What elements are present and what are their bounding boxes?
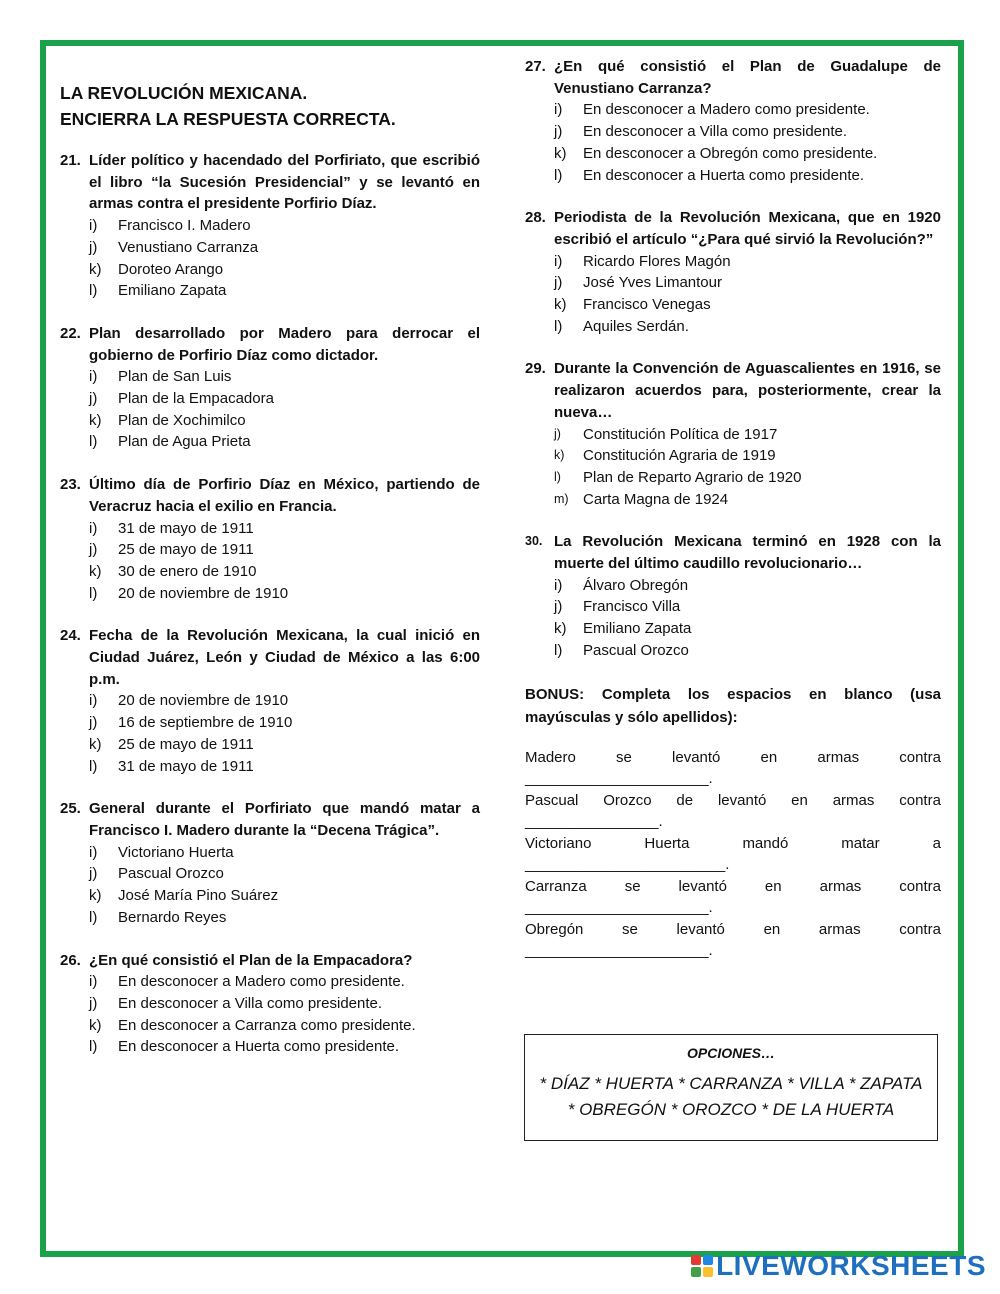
bonus-word: Carranza xyxy=(525,877,587,895)
answer-option[interactable] xyxy=(60,1015,480,1037)
option-letter: k) xyxy=(554,296,567,314)
option-text: 16 de septiembre de 1910 xyxy=(118,714,293,732)
question-stem xyxy=(60,474,480,517)
option-text: En desconocer a Madero como presidente. xyxy=(118,973,405,991)
question xyxy=(525,531,941,661)
option-text: Plan de Xochimilco xyxy=(118,411,246,429)
option-letter: l) xyxy=(89,908,98,926)
option-letter: i) xyxy=(89,692,98,710)
option-letter: k) xyxy=(554,620,567,638)
option-text: Carta Magna de 1924 xyxy=(583,490,729,508)
bonus-item xyxy=(525,876,941,919)
bonus-blank-field[interactable]: ______________________. xyxy=(525,942,713,960)
option-text: Álvaro Obregón xyxy=(583,576,689,594)
answer-option[interactable] xyxy=(525,251,941,273)
question-text: ¿En qué consistió el Plan de Guadalupe de Venustiano Carranza? xyxy=(554,58,941,97)
answer-option[interactable] xyxy=(60,690,480,712)
bonus-word: levantó xyxy=(676,920,725,938)
logo-square xyxy=(703,1267,713,1277)
bonus-blank-field[interactable]: ______________________. xyxy=(525,770,713,788)
bonus-word: matar xyxy=(841,834,880,852)
option-text: En desconocer a Obregón como presidente. xyxy=(583,144,878,162)
option-letter: j) xyxy=(89,541,98,559)
option-text: Plan de la Empacadora xyxy=(118,390,274,408)
title-line-1: LA REVOLUCIÓN MEXICANA. xyxy=(60,83,308,103)
left-column xyxy=(60,80,480,1079)
answer-option[interactable] xyxy=(60,215,480,237)
right-column xyxy=(525,56,941,962)
option-letter: k) xyxy=(89,411,102,429)
question-stem xyxy=(60,150,480,215)
option-letter: j) xyxy=(554,274,563,292)
answer-option[interactable] xyxy=(525,165,941,187)
bonus-word: en xyxy=(764,877,782,895)
answer-option[interactable] xyxy=(60,993,480,1015)
option-letter: l) xyxy=(89,1038,98,1056)
answer-option[interactable] xyxy=(60,410,480,432)
logo-square xyxy=(691,1255,701,1265)
bonus-item xyxy=(525,919,941,962)
bonus-word: en xyxy=(760,748,778,766)
answer-option[interactable] xyxy=(60,1036,480,1058)
answer-option[interactable] xyxy=(525,445,941,467)
bonus-item xyxy=(525,833,941,876)
option-letter: i) xyxy=(89,843,98,861)
logo-square xyxy=(703,1255,713,1265)
option-text: José Yves Limantour xyxy=(583,274,722,292)
option-letter: l) xyxy=(554,469,561,484)
answer-option[interactable] xyxy=(525,640,941,662)
answer-option[interactable] xyxy=(525,99,941,121)
option-text: En desconocer a Huerta como presidente. xyxy=(583,166,864,184)
option-text: En desconocer a Carranza como presidente. xyxy=(118,1016,416,1034)
question-text: Líder político y hacendado del Porfiriato, que escribió el libro “la Sucesión Presidencial” y se levantó en armas contra el presidente Porfirio Díaz. xyxy=(89,152,480,213)
option-text: Francisco I. Madero xyxy=(118,217,251,235)
bonus-word: levantó xyxy=(717,791,767,809)
answer-option[interactable] xyxy=(525,272,941,294)
option-letter: l) xyxy=(89,584,98,602)
question xyxy=(60,150,480,302)
option-letter: l) xyxy=(554,641,563,659)
option-text: 25 de mayo de 1911 xyxy=(118,735,254,753)
question-stem xyxy=(525,531,941,574)
option-letter: l) xyxy=(554,166,563,184)
option-text: Emiliano Zapata xyxy=(583,620,692,638)
bonus-item xyxy=(525,747,941,790)
question-text: ¿En qué consistió el Plan de la Empacadora? xyxy=(89,951,413,969)
answer-option[interactable] xyxy=(60,734,480,756)
question-number: 26. xyxy=(60,951,81,969)
answer-option[interactable] xyxy=(525,467,941,489)
option-text: 20 de noviembre de 1910 xyxy=(118,584,289,602)
option-text: Plan de Agua Prieta xyxy=(118,433,251,451)
bonus-heading: BONUS: Completa los espacios en blanco (usa mayúsculas y sólo apellidos): xyxy=(525,685,941,726)
questions-right xyxy=(525,56,941,662)
question-number: 29. xyxy=(525,360,546,378)
option-letter: k) xyxy=(89,1016,102,1034)
question-text: General durante el Porfiriato que mandó matar a Francisco I. Madero durante la “Decena Trágica”. xyxy=(89,800,480,839)
option-text: En desconocer a Huerta como presidente. xyxy=(118,1038,399,1056)
logo-icon xyxy=(691,1255,713,1277)
option-text: Doroteo Arango xyxy=(118,260,224,278)
bonus-word: se xyxy=(622,920,638,938)
option-text: En desconocer a Madero como presidente. xyxy=(583,101,870,119)
answer-option[interactable] xyxy=(60,907,480,929)
answer-option[interactable] xyxy=(525,143,941,165)
option-letter: j) xyxy=(554,123,563,141)
bonus-word: armas xyxy=(817,748,860,766)
question xyxy=(525,56,941,186)
option-text: Francisco Villa xyxy=(583,598,681,616)
question-text: Último día de Porfirio Díaz en México, partiendo de Veracruz hacia el exilio en Francia. xyxy=(89,476,480,515)
question-number: 24. xyxy=(60,627,81,645)
option-letter: k) xyxy=(554,448,565,463)
option-text: Francisco Venegas xyxy=(583,296,711,314)
question-text: La Revolución Mexicana terminó en 1928 con la muerte del último caudillo revolucionario… xyxy=(554,533,941,573)
answer-option[interactable] xyxy=(60,583,480,605)
option-text: Constitución Política de 1917 xyxy=(583,425,778,443)
option-letter: k) xyxy=(89,735,102,753)
bonus-blank-field[interactable]: ________________________. xyxy=(525,856,730,874)
answer-option[interactable] xyxy=(525,121,941,143)
questions-left xyxy=(60,150,480,1058)
bonus-word: Obregón xyxy=(525,920,584,938)
option-text: 25 de mayo de 1911 xyxy=(118,541,254,559)
option-letter: j) xyxy=(89,994,98,1012)
bonus-word: en xyxy=(763,920,781,938)
question xyxy=(60,474,480,604)
question-stem xyxy=(525,207,941,250)
bonus-word: mandó xyxy=(742,834,789,852)
answer-option[interactable] xyxy=(60,259,480,281)
question-text: Periodista de la Revolución Mexicana, que en 1920 escribió el artículo “¿Para qué sirvió la Revolución?” xyxy=(554,209,941,248)
bonus-word: levantó xyxy=(672,748,721,766)
bonus-word: Huerta xyxy=(644,834,690,852)
question-text: Plan desarrollado por Madero para derrocar el gobierno de Porfirio Díaz como dictador. xyxy=(89,324,480,364)
answer-option[interactable] xyxy=(60,237,480,259)
question xyxy=(525,358,941,510)
option-letter: i) xyxy=(554,576,563,594)
question-stem xyxy=(60,625,480,690)
options-list xyxy=(525,1071,937,1123)
bonus-blank-field[interactable]: ______________________. xyxy=(525,899,713,917)
bonus-word: armas xyxy=(819,877,862,895)
option-letter: k) xyxy=(554,144,567,162)
option-letter: l) xyxy=(554,317,563,335)
option-letter: k) xyxy=(89,260,102,278)
answer-option[interactable] xyxy=(60,885,480,907)
option-letter: j) xyxy=(89,390,98,408)
option-letter: k) xyxy=(89,887,102,905)
question-number: 30. xyxy=(525,534,543,549)
title-line-2: ENCIERRA LA RESPUESTA CORRECTA. xyxy=(60,109,396,129)
option-letter: j) xyxy=(554,426,561,441)
option-text: José María Pino Suárez xyxy=(118,887,279,905)
answer-option[interactable] xyxy=(60,842,480,864)
question-number: 23. xyxy=(60,476,81,494)
worksheet-title xyxy=(60,80,480,132)
options-box xyxy=(524,1034,938,1141)
bonus-blank-field[interactable]: ________________. xyxy=(525,813,663,831)
option-letter: j) xyxy=(554,598,563,616)
option-letter: j) xyxy=(89,238,98,256)
question-text: Durante la Convención de Aguascalientes en 1916, se realizaron acuerdos para, posteriormente, crear la nueva… xyxy=(554,360,941,421)
question xyxy=(60,950,480,1059)
option-letter: i) xyxy=(89,519,98,537)
answer-option[interactable] xyxy=(60,388,480,410)
question xyxy=(60,323,480,453)
bonus-sentence xyxy=(525,790,941,812)
bonus-word: a xyxy=(932,834,941,852)
answer-option[interactable] xyxy=(60,561,480,583)
option-letter: i) xyxy=(554,252,563,270)
option-text: Aquiles Serdán. xyxy=(583,317,689,335)
question-number: 22. xyxy=(60,324,81,342)
option-letter: m) xyxy=(554,491,569,506)
bonus-items xyxy=(525,747,941,962)
answer-option[interactable] xyxy=(525,575,941,597)
answer-option[interactable] xyxy=(525,424,941,446)
options-line-1: * DÍAZ * HUERTA * CARRANZA * VILLA * ZAPATA xyxy=(539,1074,923,1093)
question-number: 27. xyxy=(525,58,546,75)
option-text: 31 de mayo de 1911 xyxy=(118,519,254,537)
option-text: En desconocer a Villa como presidente. xyxy=(583,123,848,141)
options-heading: OPCIONES… xyxy=(687,1045,775,1061)
option-text: En desconocer a Villa como presidente. xyxy=(118,994,383,1012)
option-text: 20 de noviembre de 1910 xyxy=(118,692,289,710)
question-text: Fecha de la Revolución Mexicana, la cual inició en Ciudad Juárez, León y Ciudad de México a las 6:00 p.m. xyxy=(89,627,480,688)
bonus-item xyxy=(525,790,941,833)
question-stem xyxy=(60,323,480,366)
option-letter: l) xyxy=(89,433,98,451)
bonus-word: se xyxy=(624,877,641,895)
liveworksheets-logo[interactable] xyxy=(691,1250,986,1282)
option-text: 30 de enero de 1910 xyxy=(118,562,257,580)
option-text: Constitución Agraria de 1919 xyxy=(583,447,776,465)
option-letter: i) xyxy=(554,101,563,119)
bonus-word: Madero xyxy=(525,748,576,766)
bonus-word: levantó xyxy=(678,877,727,895)
answer-option[interactable] xyxy=(525,316,941,338)
question xyxy=(60,625,480,777)
option-text: Bernardo Reyes xyxy=(118,908,227,926)
question-stem xyxy=(525,358,941,423)
question-stem xyxy=(60,798,480,841)
answer-option[interactable] xyxy=(60,366,480,388)
option-letter: l) xyxy=(89,282,98,300)
answer-option[interactable] xyxy=(525,618,941,640)
option-text: Pascual Orozco xyxy=(583,641,689,659)
option-text: Emiliano Zapata xyxy=(118,282,227,300)
bonus-word: contra xyxy=(899,791,941,809)
option-text: Venustiano Carranza xyxy=(118,238,259,256)
option-letter: j) xyxy=(89,714,98,732)
bonus-sentence xyxy=(525,876,941,898)
answer-option[interactable] xyxy=(60,518,480,540)
question-stem xyxy=(60,950,480,972)
option-letter: i) xyxy=(89,368,98,386)
answer-option[interactable] xyxy=(60,539,480,561)
bonus-sentence xyxy=(525,747,941,769)
answer-option[interactable] xyxy=(60,280,480,302)
answer-option[interactable] xyxy=(525,596,941,618)
bonus-sentence xyxy=(525,919,941,941)
bonus-word: Orozco xyxy=(603,791,652,809)
option-text: Plan de San Luis xyxy=(118,368,232,386)
option-letter: l) xyxy=(89,757,98,775)
answer-option[interactable] xyxy=(525,294,941,316)
bonus-word: Victoriano xyxy=(525,834,592,852)
answer-option[interactable] xyxy=(60,756,480,778)
bonus-word: contra xyxy=(899,877,941,895)
answer-option[interactable] xyxy=(60,971,480,993)
option-text: Ricardo Flores Magón xyxy=(583,252,731,270)
answer-option[interactable] xyxy=(60,863,480,885)
bonus-word: en xyxy=(791,791,808,809)
option-letter: j) xyxy=(89,865,98,883)
option-text: Plan de Reparto Agrario de 1920 xyxy=(583,468,802,486)
question-number: 25. xyxy=(60,800,81,818)
bonus-word: armas xyxy=(818,920,861,938)
option-text: Pascual Orozco xyxy=(118,865,224,883)
answer-option[interactable] xyxy=(60,712,480,734)
question xyxy=(60,798,480,928)
bonus-sentence xyxy=(525,833,941,855)
answer-option[interactable] xyxy=(525,489,941,511)
options-line-2: * OBREGÓN * OROZCO * DE LA HUERTA xyxy=(567,1100,895,1119)
answer-option[interactable] xyxy=(60,431,480,453)
question-number: 21. xyxy=(60,152,81,169)
option-letter: k) xyxy=(89,562,102,580)
bonus-word: Pascual xyxy=(525,791,579,809)
option-letter: i) xyxy=(89,217,98,235)
option-text: 31 de mayo de 1911 xyxy=(118,757,254,775)
logo-text: LIVEWORKSHEETS xyxy=(716,1250,986,1281)
bonus-word: armas xyxy=(832,791,875,809)
bonus-word: se xyxy=(616,748,632,766)
question-stem xyxy=(525,56,941,99)
bonus-word: de xyxy=(676,791,694,809)
question xyxy=(525,207,941,337)
logo-square xyxy=(691,1267,701,1277)
option-letter: i) xyxy=(89,973,98,991)
bonus-word: contra xyxy=(899,748,941,766)
question-number: 28. xyxy=(525,209,546,227)
bonus-word: contra xyxy=(899,920,941,938)
option-text: Victoriano Huerta xyxy=(118,843,234,861)
